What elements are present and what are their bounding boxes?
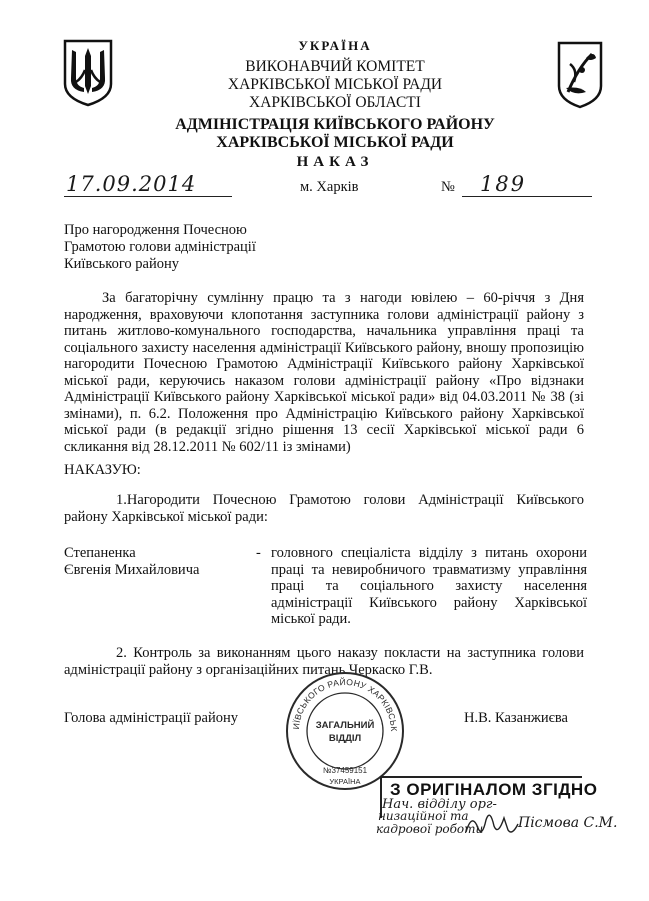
seal-code: №37459151 [322, 766, 368, 775]
seal-bottom-text: УКРАЇНА [329, 777, 361, 786]
order-item-1: 1.Нагородити Почесною Грамотою голови Адміністрації Київського району Харківської міської ради: [64, 492, 584, 525]
country-title: УКРАЇНА [298, 38, 372, 53]
number-handwritten: 189 [480, 172, 527, 196]
committee-line-1: ВИКОНАВЧИЙ КОМІТЕТ [245, 58, 425, 75]
stamp-handwritten-signature: Пісмова С.М. [518, 815, 618, 831]
awardee-surname: Степаненка [64, 545, 136, 561]
awardee-position: головного спеціаліста відділу з питань охорони праці та невиробничого травматизму управління праці та соціального захисту населення адміністрації Київського району Харківської міської ради. [271, 545, 587, 627]
subject-line-2: Грамотою голови адміністрації [64, 239, 256, 255]
date-handwritten: 17.09.2014 [66, 172, 197, 196]
subject-line-1: Про нагородження Почесною [64, 222, 247, 238]
committee-line-2: ХАРКІВСЬКОЇ МІСЬКОЇ РАДИ [227, 76, 443, 93]
date-field [64, 172, 232, 197]
order-item-2: 2. Контроль за виконанням цього наказу покласти на заступника голови адміністрації району з організаційних питань Черкаско Г.В. [64, 645, 584, 678]
awardee-dash: - [256, 545, 261, 561]
official-round-seal [284, 670, 406, 792]
stamp-handwriting-line-1: Нач. відділу орг- [382, 797, 497, 812]
admin-line-1: АДМІНІСТРАЦІЯ КИЇВСЬКОГО РАЙОНУ [175, 116, 495, 133]
document-type-title: НАКАЗ [296, 154, 374, 170]
admin-line-2: ХАРКІВСЬКОЇ МІСЬКОЇ РАДИ [216, 134, 454, 151]
kharkiv-coat-of-arms [556, 40, 604, 110]
stamp-title: З ОРИГІНАЛОМ ЗГІДНО [390, 780, 598, 799]
seal-ring-text: ИЇВСЬКОГО РАЙОНУ ХАРКІВСЬК [290, 676, 400, 732]
stamp-handwriting-line-3: кадрової роботи [376, 822, 484, 836]
subject-line-3: Київського району [64, 256, 179, 272]
stamp-handwriting-line-2: низаційної та [378, 809, 469, 823]
order-word: НАКАЗУЮ: [64, 462, 141, 478]
preamble-paragraph: За багаторічну сумлінну працю та з нагоди ювілею – 60-річчя з Дня народження, враховуючи клопотання заступника голови адміністрації району з питань житлово-комунального господарства, начальника управління праці та соціального захисту населення адміністрації Київського району, вношу пропозицію нагородити Почесною Грамотою Адміністрації Київського району Харківської міської ради, керуючись наказом голови адміністрації району «Про відзнаки Адміністрації Київського району Харківської міської ради» від 04.03.2011 № 38 (зі змінами), п. 6.2. Положення про Адміністрацію Київського району Харківської міської ради (в редакції згідно рішення 13 сесії Харківської міської ради 6 скликання від 28.12.2011 № 602/11 із змінами) [64, 290, 584, 455]
committee-line-3: ХАРКІВСЬКОЇ ОБЛАСТІ [249, 94, 421, 111]
number-label: № [441, 179, 455, 195]
number-field [462, 172, 592, 197]
awardee-name: Євгенія Михайловича [64, 562, 200, 578]
city-label: м. Харків [300, 179, 359, 195]
handwritten-scribble [462, 806, 522, 840]
signatory-name: Н.В. Казанжиєва [464, 710, 568, 726]
signatory-role: Голова адміністрації району [64, 710, 238, 726]
seal-center-line-1: ЗАГАЛЬНИЙ [315, 720, 375, 731]
ukraine-trident-emblem [62, 38, 114, 108]
seal-center-line-2: ВІДДІЛ [328, 733, 362, 744]
